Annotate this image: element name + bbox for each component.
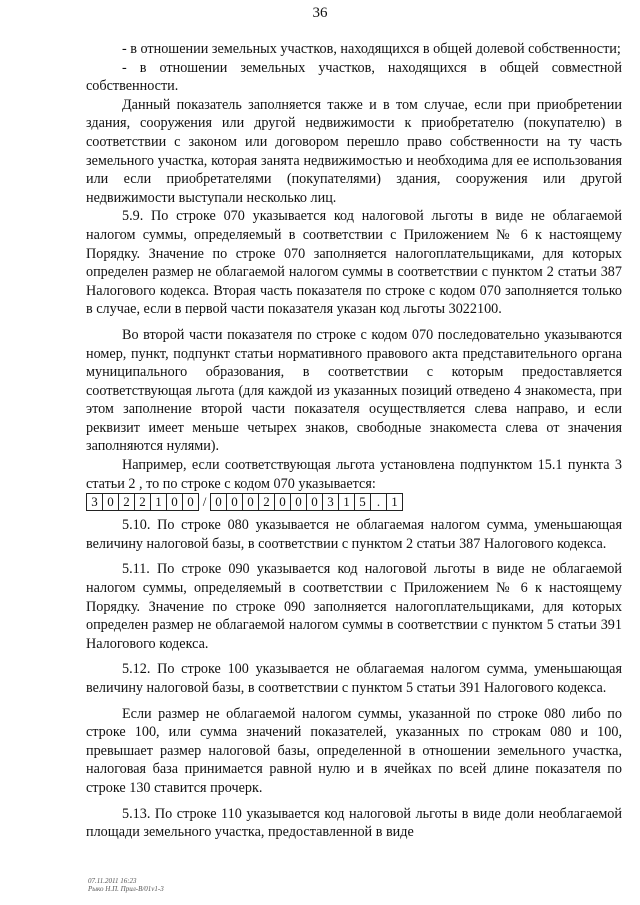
footer-stamp — [88, 877, 164, 893]
footer-file: Рыко Н.П. Прил-В/01v1-3 — [88, 885, 164, 893]
code-example — [86, 493, 622, 512]
document-body — [86, 40, 622, 842]
code-cell: 5 — [354, 493, 371, 511]
code-cell: 0 — [242, 493, 259, 511]
code-cell: 2 — [258, 493, 275, 511]
paragraph: Если размер не облагаемой налогом суммы, указанной по строке 080 либо по строке 100, или сумма значений показателей, указанных по строкам 080 и 100, превышает размер налоговой базы, определенной в отношении земельного участка, налоговая база принимается равной нулю и в ячейках по всей длине показателя по строке 130 ставится прочерк. — [86, 705, 622, 796]
footer-date: 07.11.2011 16:23 — [88, 877, 137, 885]
paragraph: 5.10. По строке 080 указывается не облагаемая налогом сумма, уменьшающая величину налоговой базы, в соответствии с пунктом 2 статьи 387 Налогового кодекса. — [86, 517, 622, 552]
paragraph: 5.12. По строке 100 указывается не облагаемая налогом сумма, уменьшающая величину налоговой базы, в соответствии с пунктом 5 статьи 391 Налогового кодекса. — [86, 661, 622, 696]
code-cell: . — [370, 493, 387, 511]
code-cell: 0 — [226, 493, 243, 511]
code-cell: 1 — [386, 493, 403, 511]
code-cell: 0 — [210, 493, 227, 511]
paragraph: Данный показатель заполняется также и в том случае, если при приобретении здания, сооружения или другой недвижимости к приобретателю (покупателю) в соответствии с законом или договором перешло право собственности на ту часть земельного участка, которая занята недвижимостью и необходима для ее использования или если приобретателями (покупателями) здания, сооружения или другой недвижимости выступали несколько лиц. — [86, 96, 622, 206]
code-cells — [86, 493, 622, 511]
paragraph: Во второй части показателя по строке с кодом 070 последовательно указываются номер, пункт, подпункт статьи нормативного правового акта представительного органа муниципального образования, в соответствии с которым предоставляется соответствующая льгота (для каждой из указанных позиций отведено 4 знакоместа, при этом заполнение второй части показателя осуществляется слева направо, и если реквизит имеет меньше четырех знаков, свободные знакоместа слева от значения заполняются нулями). — [86, 326, 622, 455]
code-cell: 0 — [102, 493, 119, 511]
paragraph: - в отношении земельных участков, находящихся в общей совместной собственности. — [86, 59, 622, 95]
page-number: 36 — [312, 5, 328, 21]
code-cell: 1 — [150, 493, 167, 511]
paragraph: Например, если соответствующая льгота установлена подпунктом 15.1 пункта 3 статьи 2 , то по строке с кодом 070 указывается: — [86, 457, 622, 492]
code-cell: 0 — [182, 493, 199, 511]
code-cell: 2 — [118, 493, 135, 511]
code-cell: 3 — [86, 493, 103, 511]
code-cell: 0 — [274, 493, 291, 511]
paragraph: 5.9. По строке 070 указывается код налоговой льготы в виде не облагаемой налогом суммы, определяемый в соответствии с Приложением № 6 к настоящему Порядку. Значение по строке 070 заполняется налогоплательщиками, для которых определен размер не облагаемой налогом суммы в соответствии с пунктом 2 статьи 387 Налогового кодекса. Вторая часть показателя по строке с кодом 070 заполняется только в случае, если в первой части показателя указан код льготы 3022100. — [86, 208, 622, 318]
code-cell: / — [202, 494, 207, 510]
paragraph: - в отношении земельных участков, находящихся в общей долевой собственности; — [122, 41, 621, 57]
code-cell: 1 — [338, 493, 355, 511]
code-cell: 3 — [322, 493, 339, 511]
code-cell: 0 — [166, 493, 183, 511]
code-cell: 0 — [306, 493, 323, 511]
paragraph: 5.11. По строке 090 указывается код налоговой льготы в виде не облагаемой налогом суммы, определяемый в соответствии с Приложением № 6 к настоящему Порядку. Значение по строке 090 заполняется налогоплательщиками, для которых определен размер не облагаемой налогом суммы в соответствии с пунктом 5 статьи 391 Налогового кодекса. — [86, 561, 622, 652]
code-cell: 2 — [134, 493, 151, 511]
paragraph: 5.13. По строке 110 указывается код налоговой льготы в виде доли необлагаемой площади земельного участка, предоставленной в виде — [86, 805, 622, 841]
code-cell: 0 — [290, 493, 307, 511]
